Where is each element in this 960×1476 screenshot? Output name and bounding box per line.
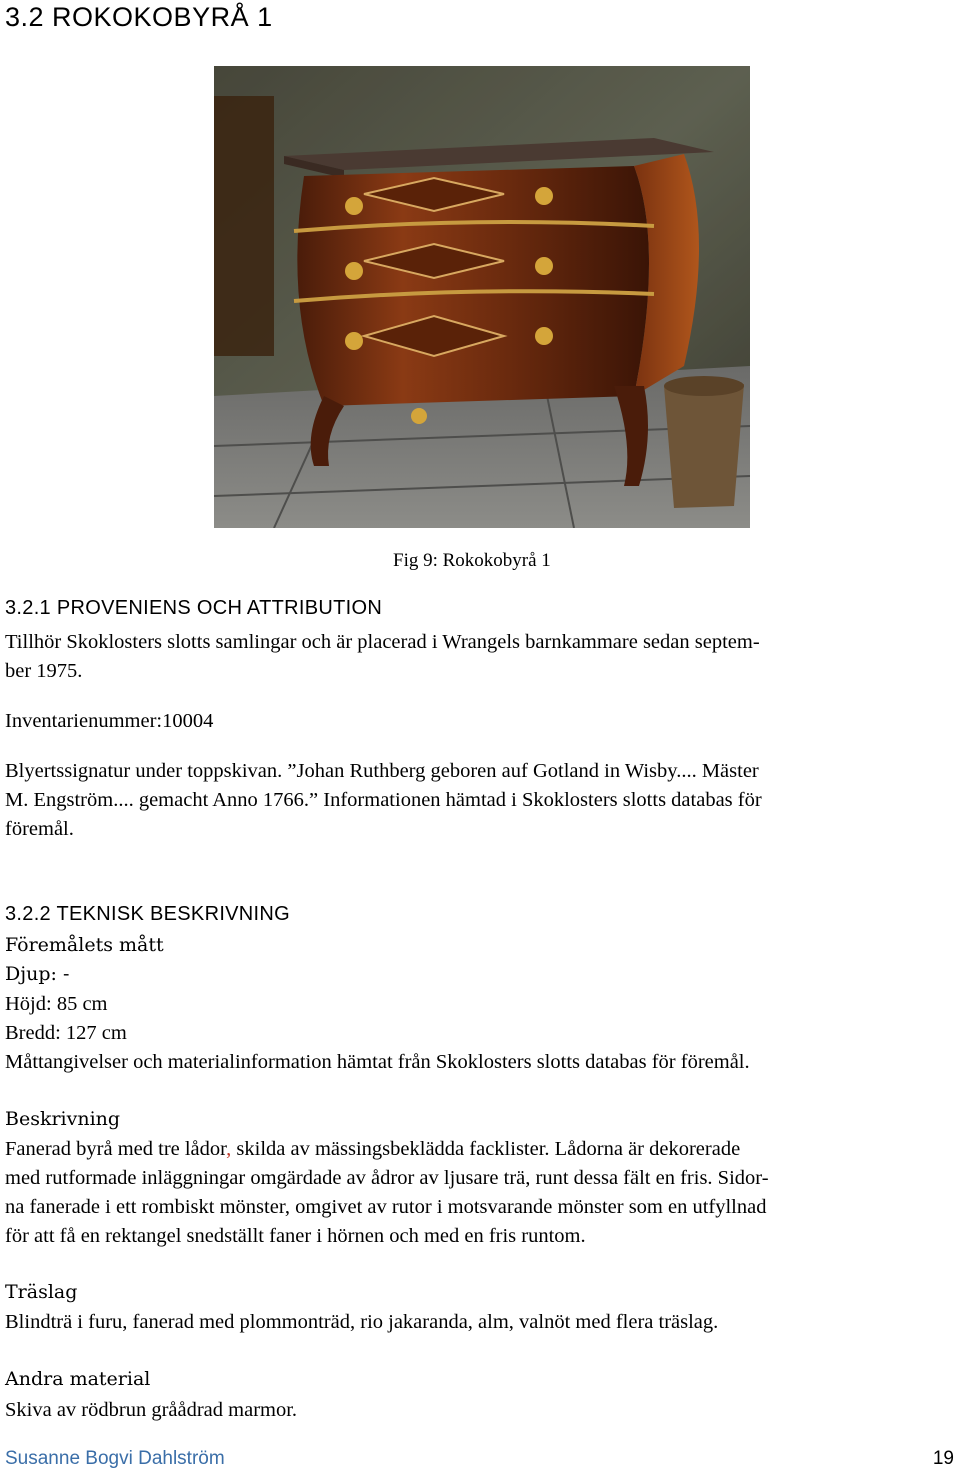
figure-caption: Fig 9: Rokokobyrå 1 [393,550,551,571]
wood-text: Blindträ i furu, fanerad med plommonträd, rio jakaranda, alm, valnöt med flera träslag. [5,1311,719,1333]
description-comma: , [226,1138,232,1160]
description-line-4: för att få en rektangel snedställt faner i hörnen och med en fris runtom. [5,1225,586,1247]
signature-line-3: föremål. [5,818,74,840]
signature-line-2: M. Engström.... gemacht Anno 1766.” Informationen hämtad i Skoklosters slotts databas för [5,789,762,811]
signature-line-1: Blyertssignatur under toppskivan. ”Johan Ruthberg geboren auf Gotland in Wisby.... Mäster [5,760,759,782]
description-line-1b: skilda av mässingsbeklädda facklister. Lådorna är dekorerade [231,1138,741,1160]
figure-photo [214,66,750,528]
description-line-2: med rutformade inläggningar omgärdade av ådror av ljusare trä, runt dessa fält en fris. Sidor- [5,1167,769,1189]
commode-illustration [214,66,750,528]
other-materials-heading: Andra material [5,1368,151,1390]
description-line-1 [5,1135,955,1164]
description-line-1a: Fanerad byrå med tre lådor [5,1138,227,1160]
provenance-line-2: ber 1975. [5,660,83,682]
section-heading: 3.2 ROKOKOBYRÅ 1 [5,2,273,32]
dimensions-note: Måttangivelser och materialinformation hämtat från Skoklosters slotts databas för föremål. [5,1051,750,1073]
section-title-provenance: 3.2.1 PROVENIENS OCH ATTRIBUTION [5,597,383,619]
dimensions-heading: Föremålets mått [5,934,164,956]
inventory-number: Inventarienummer:10004 [5,710,214,732]
depth-value: Djup: - [5,963,70,985]
height-value: Höjd: 85 cm [5,993,108,1015]
description-line-3: na fanerade i ett rombiskt mönster, omgivet av rutor i motsvarande mönster som en utfyllnad [5,1196,767,1218]
provenance-line-1: Tillhör Skoklosters slotts samlingar och är placerad i Wrangels barnkammare sedan septem- [5,631,760,653]
description-heading: Beskrivning [5,1108,121,1130]
wood-heading: Träslag [5,1281,78,1303]
footer-author: Susanne Bogvi Dahlström [5,1448,225,1469]
section-title-technical: 3.2.2 TEKNISK BESKRIVNING [5,903,291,925]
other-materials-text: Skiva av rödbrun gråådrad marmor. [5,1399,298,1421]
footer-page-number: 19 [932,1448,954,1469]
width-value: Bredd: 127 cm [5,1022,127,1044]
